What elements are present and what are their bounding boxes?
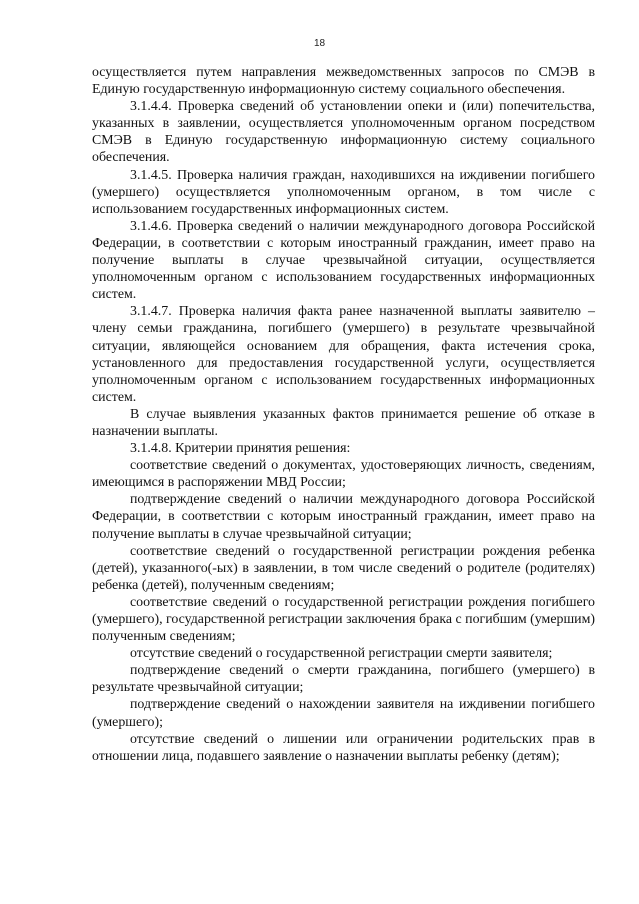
paragraph: 3.1.4.5. Проверка наличия граждан, находившихся на иждивении погибшего (умершего) осуществляется уполномоченным органом, в том числе с использованием государственных информационных систем. [92, 167, 595, 217]
document-body [92, 64, 595, 765]
paragraph: соответствие сведений о государственной регистрации рождения ребенка (детей), указанного(-ых) в заявлении, в том числе сведений о родителе (родителях) ребенка (детей), полученным сведениям; [92, 543, 595, 593]
paragraph: 3.1.4.4. Проверка сведений об установлении опеки и (или) попечительства, указанных в заявлении, осуществляется уполномоченным органом посредством СМЭВ в Единую государственную информационную систему социального обеспечения. [92, 99, 595, 166]
paragraph: осуществляется путем направления межведомственных запросов по СМЭВ в Единую государственную информационную систему социального обеспечения. [92, 65, 595, 98]
paragraph: В случае выявления указанных фактов принимается решение об отказе в назначении выплаты. [92, 406, 595, 439]
paragraph: подтверждение сведений о наличии международного договора Российской Федерации, в соответствии с которым иностранный гражданин, имеет право на получение выплаты в случае чрезвычайной ситуации; [92, 492, 595, 542]
paragraph: 3.1.4.6. Проверка сведений о наличии международного договора Российской Федерации, в соответствии с которым иностранный гражданин, имеет право на получение выплаты в случае чрезвычайной ситуации, осуществляется уполномоченным органом с использованием государственных информационных систем. [92, 218, 595, 303]
paragraph: 3.1.4.7. Проверка наличия факта ранее назначенной выплаты заявителю – члену семьи гражданина, погибшего (умершего) в результате чрезвычайной ситуации, являющейся основанием для обращения, факта истечения срока, установленного для предоставления государственной услуги, осуществляется уполномоченным органом с использованием государственных информационных систем. [92, 304, 595, 405]
paragraph: отсутствие сведений о государственной регистрации смерти заявителя; [130, 646, 553, 662]
paragraph: подтверждение сведений о смерти гражданина, погибшего (умершего) в результате чрезвычайной ситуации; [92, 663, 595, 696]
paragraph: соответствие сведений о документах, удостоверяющих личность, сведениям, имеющимся в распоряжении МВД России; [92, 458, 595, 491]
paragraph: соответствие сведений о государственной регистрации рождения погибшего (умершего), государственной регистрации заключения брака с погибшим (умершим) полученным сведениям; [92, 594, 595, 645]
page-number: 18 [313, 38, 326, 49]
paragraph: подтверждение сведений о нахождении заявителя на иждивении погибшего (умершего); [92, 697, 595, 730]
paragraph: 3.1.4.8. Критерии принятия решения: [130, 441, 351, 457]
paragraph: отсутствие сведений о лишении или ограничении родительских прав в отношении лица, подавшего заявление о назначении выплаты ребенку (детям); [92, 731, 595, 764]
